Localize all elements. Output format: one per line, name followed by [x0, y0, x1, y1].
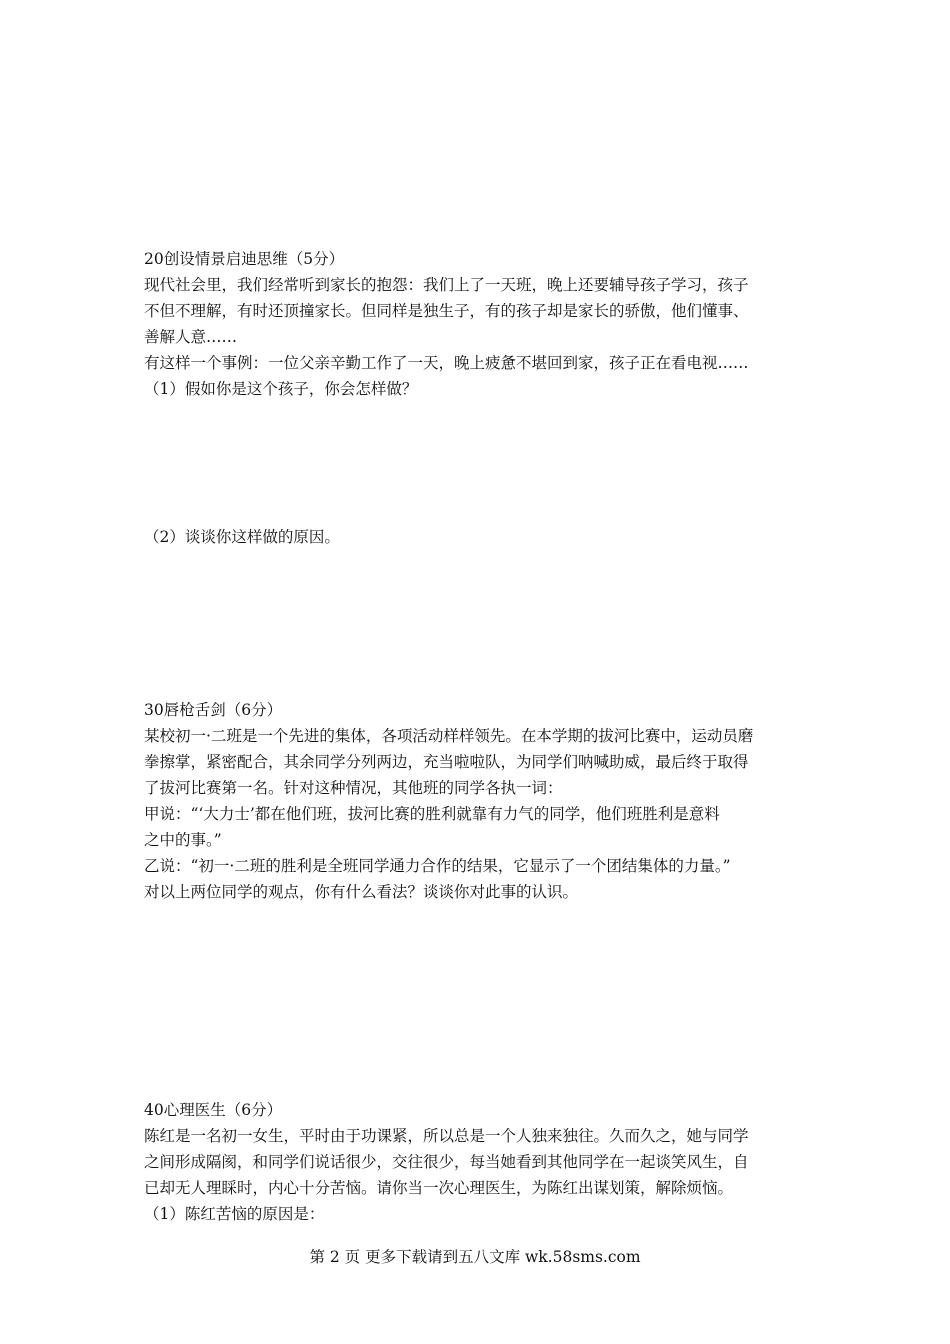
question-30-title: 30唇枪舌剑（6分） [144, 701, 283, 719]
question-30-line: 乙说：“初一·二班的胜利是全班同学通力合作的结果，它显示了一个团结集体的力量。” [144, 857, 731, 875]
question-30-prompt: 对以上两位同学的观点，你有什么看法？谈谈你对此事的认识。 [144, 883, 579, 901]
question-40-line: 已却无人理睬时，内心十分苦恼。请你当一次心理医生，为陈红出谋划策，解除烦恼。 [144, 1179, 734, 1197]
question-30-line: 之中的事。” [144, 831, 222, 849]
question-20-line: 不但不理解，有时还顶撞家长。但同样是独生子，有的孩子却是家长的骄傲，他们懂事、 [144, 302, 749, 320]
question-20-subquestion-2: （2）谈谈你这样做的原因。 [144, 528, 340, 546]
question-30-line: 甲说：“‘大力士’都在他们班，拔河比赛的胜利就靠有力气的同学，他们班胜利是意料 [144, 805, 720, 823]
question-30 [144, 697, 814, 905]
question-40-subquestion-1: （1）陈红苦恼的原因是： [144, 1205, 325, 1223]
question-30-line: 拳擦掌，紧密配合，其余同学分列两边，充当啦啦队，为同学们呐喊助威，最后终于取得 [144, 753, 749, 771]
question-20-subquestion-1: （1）假如你是这个孩子，你会怎样做？ [144, 380, 418, 398]
question-20-line: 现代社会里，我们经常听到家长的抱怨：我们上了一天班，晚上还要辅导孩子学习，孩子 [144, 276, 749, 294]
question-20 [144, 246, 814, 402]
question-40-line: 陈红是一名初一女生，平时由于功课紧，所以总是一个人独来独往。久而久之，她与同学 [144, 1127, 749, 1145]
question-20-line: 有这样一个事例：一位父亲辛勤工作了一天，晚上疲惫不堪回到家，孩子正在看电视…… [144, 354, 749, 372]
question-20-line: 善解人意…… [144, 328, 238, 346]
question-30-line: 了拔河比赛第一名。针对这种情况，其他班的同学各执一词： [144, 779, 563, 797]
question-40-line: 之间形成隔阂，和同学们说话很少，交往很少，每当她看到其他同学在一起谈笑风生，自 [144, 1153, 749, 1171]
question-30-line: 某校初一·二班是一个先进的集体，各项活动样样领先。在本学期的拔河比赛中，运动员磨 [144, 727, 754, 745]
question-20-title: 20创设情景启迪思维（5分） [144, 250, 345, 268]
question-40-title: 40心理医生（6分） [144, 1101, 283, 1119]
page-footer: 第 2 页 更多下载请到五八文库 wk.58sms.com [309, 1248, 641, 1266]
question-20-part-2 [144, 524, 814, 550]
question-40 [144, 1097, 814, 1227]
